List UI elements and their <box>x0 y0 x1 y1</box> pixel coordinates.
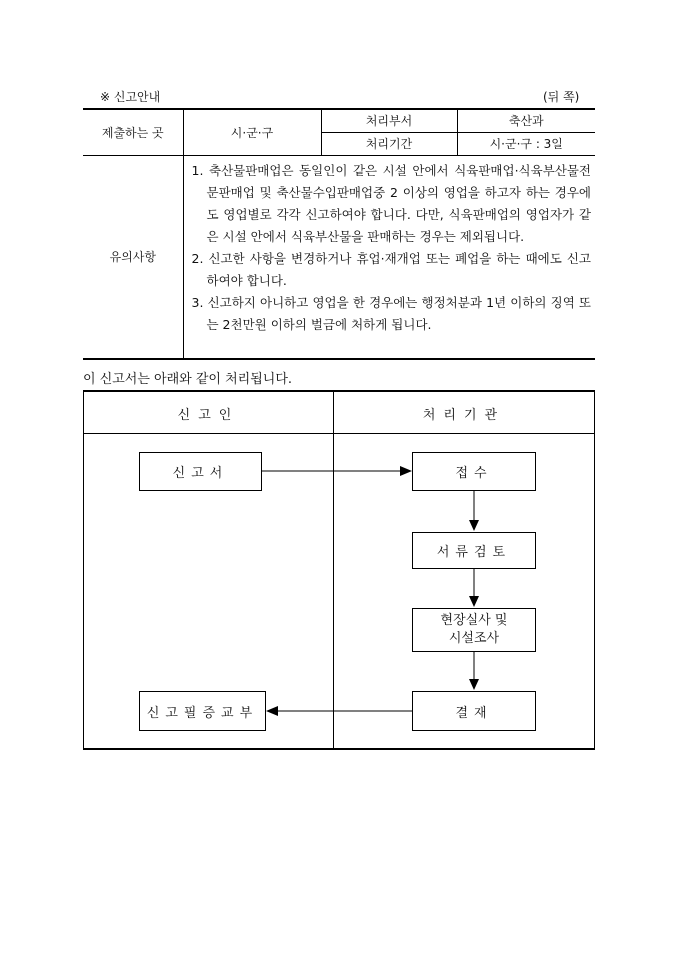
col-agency-header: 처리기관 <box>422 408 506 423</box>
submit-value: 시·군·구 <box>183 109 321 155</box>
certificate-box: 신고필증교부 <box>139 691 266 731</box>
dept-value: 축산과 <box>457 109 595 132</box>
arrow-inspect-approve-head <box>469 679 479 690</box>
note-item: 1. 축산물판매업은 동일인이 같은 시설 안에서 식육판매업·식육부산물전문판매업 및 축산물수입판매업중 2 이상의 영업을 하고자 하는 경우에도 영업별로 각각 신고하여야 합니다. 다만, 식육판매업의 영업자가 같은 시설 안에서 식육부산물을 판매하는 경우는 제외됩니다. <box>191 162 591 244</box>
notes-label: 유의사항 <box>83 155 183 359</box>
approve-box: 결재 <box>412 691 536 731</box>
applicant-doc-box: 신고서 <box>139 452 262 491</box>
period-value: 시·군·구 : 3일 <box>457 132 595 155</box>
guide-title: ※ 신고안내 <box>100 90 161 104</box>
col-applicant-header: 신고인 <box>177 408 240 423</box>
arrow-receive-review-head <box>469 520 479 531</box>
receive-box: 접수 <box>412 452 536 491</box>
submit-label: 제출하는 곳 <box>83 109 183 155</box>
inspection-line2: 시설조사 <box>448 631 500 646</box>
note-item: 2. 신고한 사항을 변경하거나 휴업·재개업 또는 폐업을 하는 때에도 신고하여야 합니다. <box>191 250 591 288</box>
arrow-approve-cert-head <box>266 706 278 716</box>
back-side-label: (뒤 쪽) <box>543 90 580 104</box>
note-item: 3. 신고하지 아니하고 영업을 한 경우에는 행정처분과 1년 이하의 징역 또는 2천만원 이하의 벌금에 처하게 됩니다. <box>191 294 591 332</box>
arrow-submit-head <box>400 466 412 476</box>
arrow-review-inspect-head <box>469 596 479 607</box>
flow-caption: 이 신고서는 아래와 같이 처리됩니다. <box>83 372 293 387</box>
dept-label: 처리부서 <box>321 109 457 132</box>
inspection-line1: 현장실사 및 <box>440 613 508 628</box>
review-box: 서류검토 <box>412 532 536 569</box>
period-label: 처리기간 <box>321 132 457 155</box>
